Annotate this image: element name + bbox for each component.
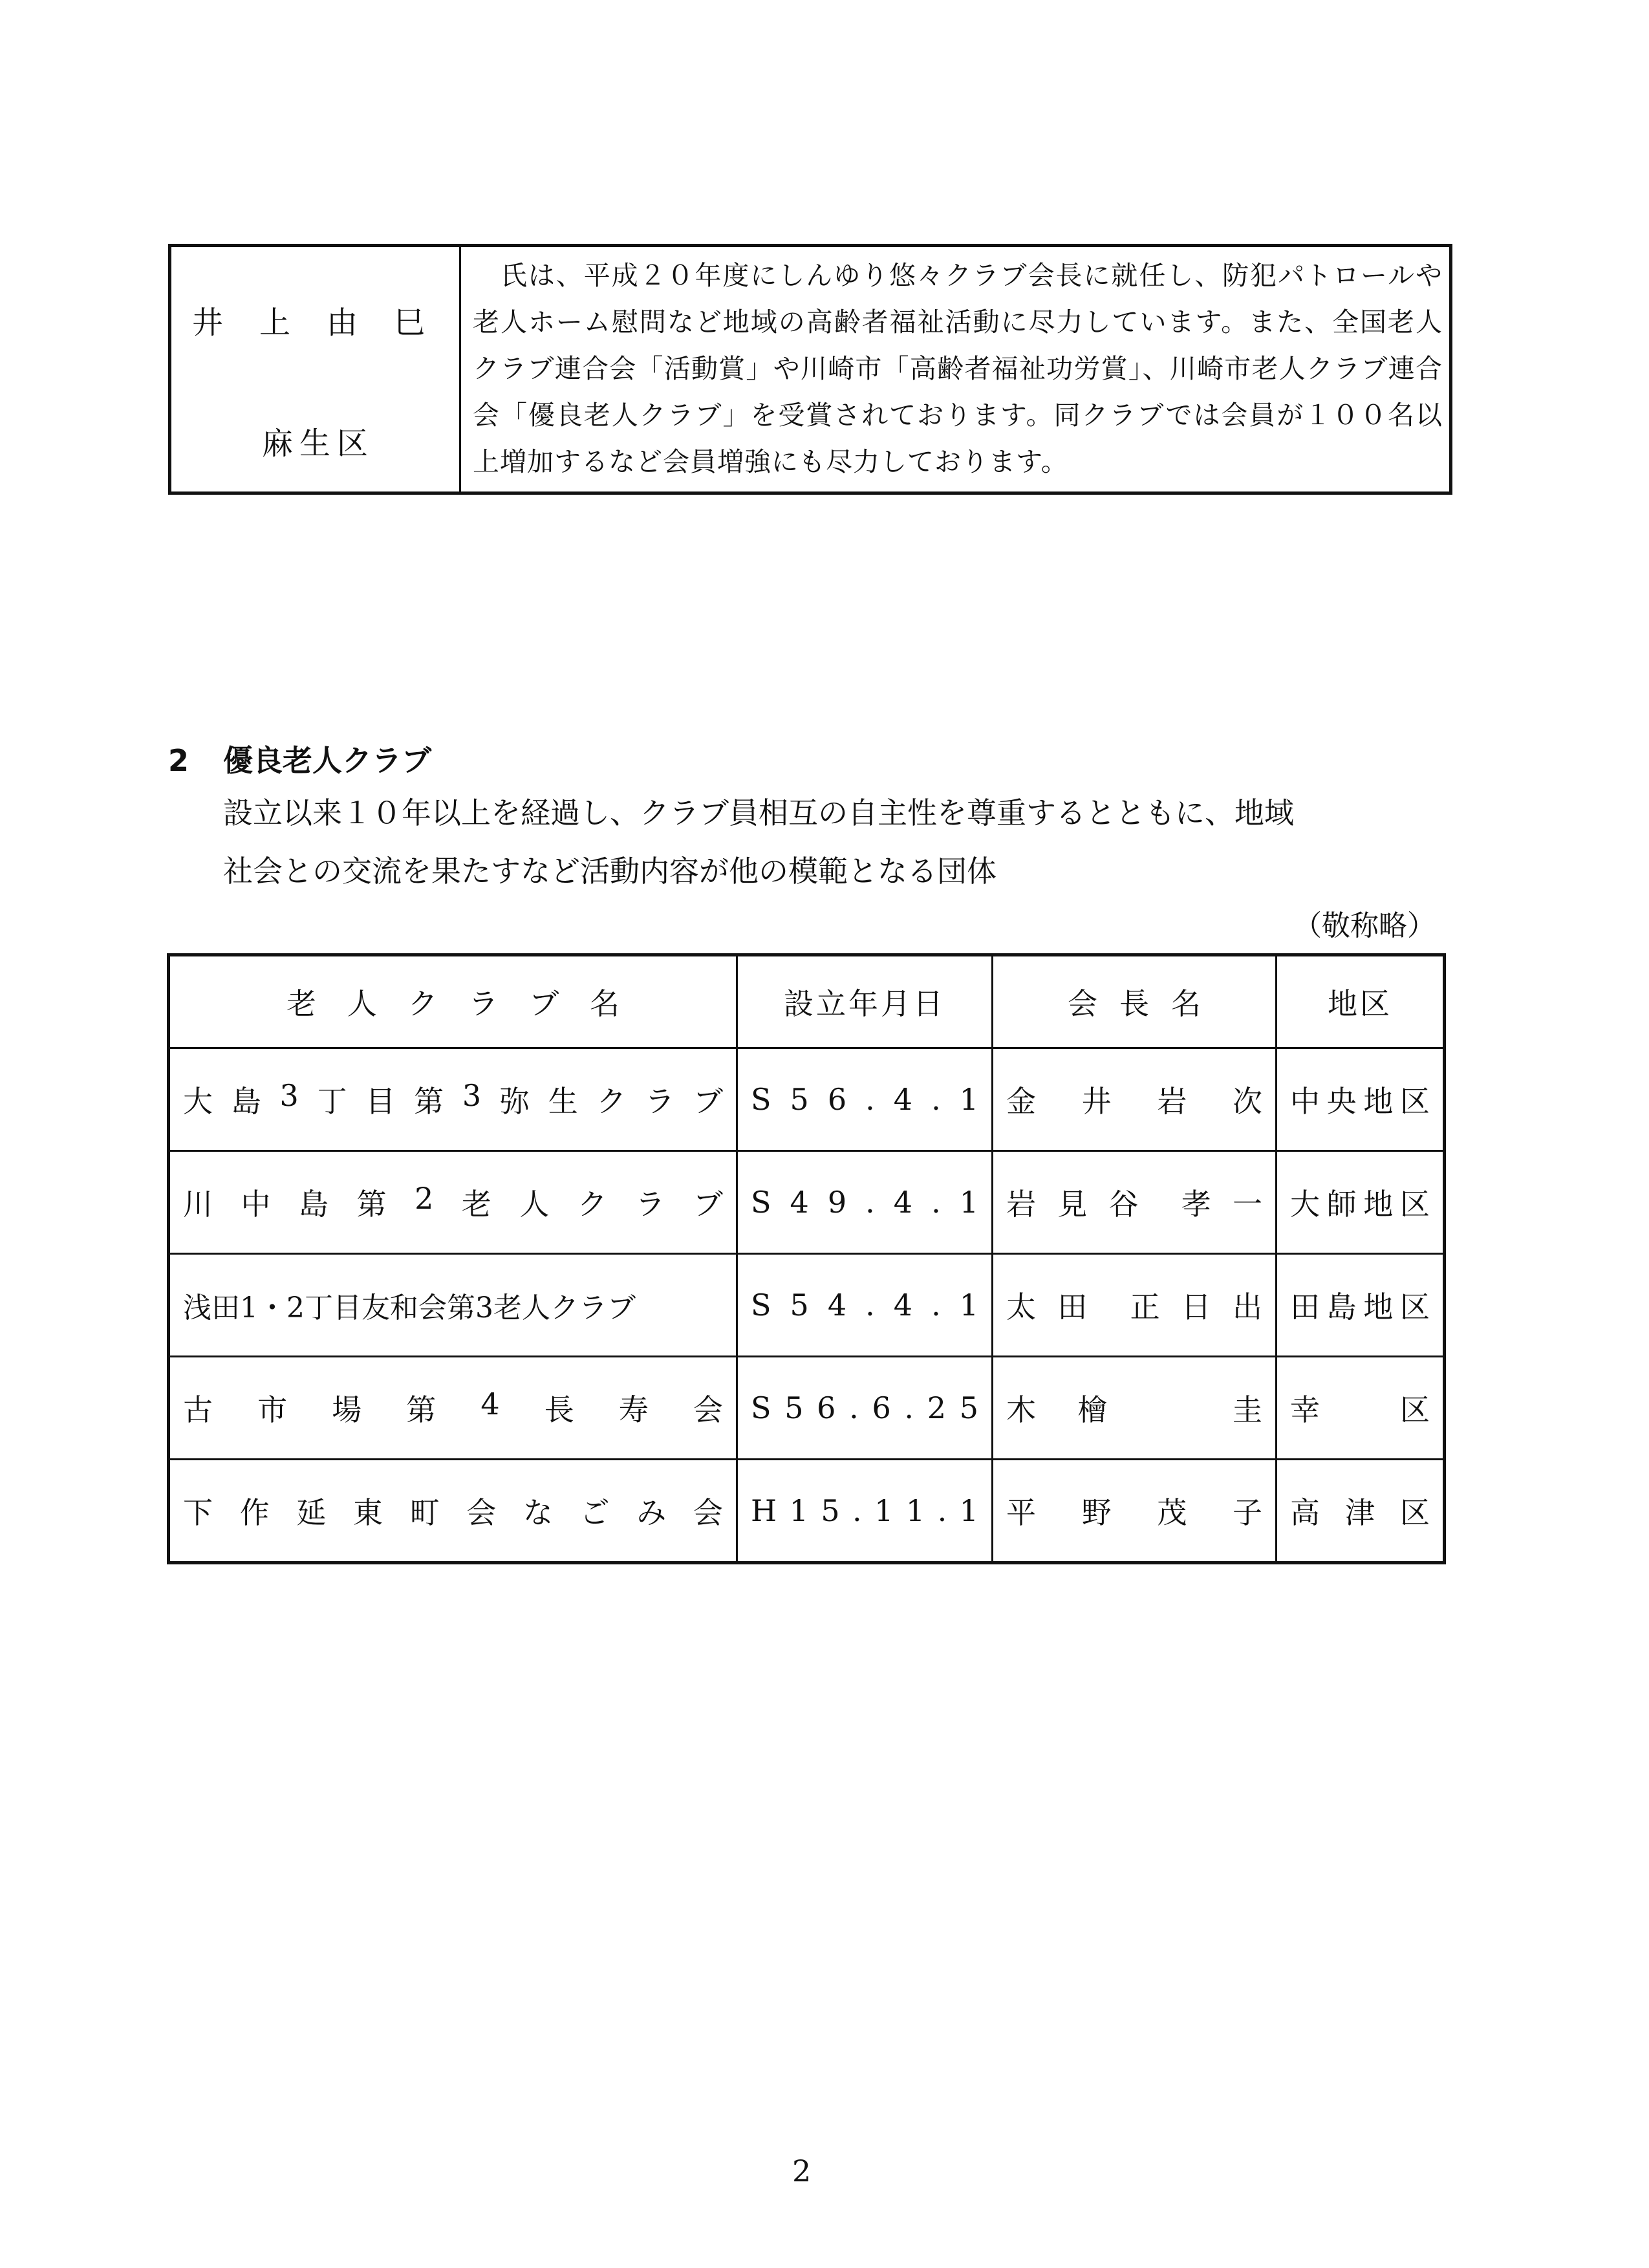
char: 師	[1326, 1187, 1357, 1222]
char: 1	[959, 1288, 978, 1323]
name-char: 巳	[393, 305, 425, 341]
char: 5	[790, 1082, 809, 1117]
honorific-note: （敬称略）	[1293, 909, 1436, 942]
char: ブ	[693, 1084, 723, 1119]
president-cell	[993, 1048, 1277, 1151]
char: 正	[1130, 1290, 1160, 1324]
char: 中	[1290, 1084, 1320, 1119]
recipient-name	[192, 297, 425, 342]
header-district: 地区	[1277, 955, 1445, 1048]
table-row	[169, 1357, 1445, 1460]
char: 4	[480, 1387, 500, 1421]
char: 岩	[1006, 1187, 1036, 1222]
char: 大	[183, 1084, 213, 1119]
section-heading	[168, 737, 431, 780]
char: 目	[365, 1084, 396, 1119]
award-recipient-cell	[171, 247, 461, 491]
date-cell	[737, 1357, 993, 1460]
char: ご	[579, 1495, 610, 1530]
char: 区	[1399, 1084, 1430, 1119]
section-description-line: 社会との交流を果たすなど活動内容が他の模範となる団体	[223, 854, 997, 889]
char: 町	[409, 1495, 440, 1530]
char: .	[852, 1493, 862, 1528]
header-char: 老	[286, 986, 316, 1021]
char: 第	[356, 1187, 387, 1222]
header-char: ク	[407, 986, 438, 1021]
table-row	[169, 1254, 1445, 1357]
award-description: 氏は、平成２０年度にしんゆり悠々クラブ会長に就任し、防犯パトロールや老人ホーム慰問など地域の高齢者福祉活動に尽力しています。また、全国老人クラブ連合会「活動賞」や川崎市「高齢者福祉功労賞」、川崎市老人クラブ連合会「優良老人クラブ」を受賞されております。同クラブでは会員が１００名以上増加するなど会員増強にも尽力しております。	[473, 260, 1443, 477]
header-president	[993, 955, 1277, 1048]
district-cell	[1277, 1048, 1445, 1151]
char: 一	[1232, 1187, 1262, 1222]
char: 1	[905, 1493, 925, 1528]
char: S	[751, 1082, 771, 1117]
char: 田	[1057, 1290, 1088, 1324]
char: 4	[827, 1288, 847, 1323]
char: 3	[462, 1078, 482, 1113]
char: .	[931, 1185, 941, 1220]
char: .	[865, 1185, 875, 1220]
char: 作	[239, 1495, 270, 1530]
header-char: 名	[589, 986, 620, 1021]
club-name-cell	[169, 1151, 737, 1254]
char: .	[931, 1082, 941, 1117]
char: 老	[461, 1187, 491, 1222]
date-cell	[737, 1460, 993, 1563]
district-cell	[1277, 1460, 1445, 1563]
char: 6	[827, 1082, 847, 1117]
char: 2	[927, 1390, 947, 1425]
char: な	[523, 1495, 553, 1530]
char: 平	[1006, 1495, 1036, 1530]
char: 市	[257, 1392, 288, 1427]
club-table	[167, 953, 1446, 1564]
char: 高	[1290, 1495, 1320, 1530]
char: S	[751, 1390, 771, 1425]
char: 区	[1400, 1392, 1430, 1427]
name-char: 上	[259, 305, 290, 341]
char: 圭	[1233, 1392, 1262, 1427]
club-name-cell	[169, 1357, 737, 1460]
char: 5	[784, 1390, 804, 1425]
recipient-ward: 麻生区	[262, 426, 375, 462]
char: 会	[693, 1392, 723, 1427]
char: 地	[1363, 1084, 1394, 1119]
char: 場	[332, 1392, 362, 1427]
header-char: 名	[1171, 986, 1201, 1021]
name-char: 由	[326, 305, 358, 341]
char: 川	[183, 1187, 213, 1222]
char: 第	[414, 1084, 444, 1119]
award-description-cell	[461, 247, 1449, 491]
char: 茂	[1157, 1495, 1187, 1530]
char: 中	[241, 1187, 271, 1222]
header-char: 人	[347, 986, 377, 1021]
char: 1	[874, 1493, 894, 1528]
char: 5	[790, 1288, 809, 1323]
char: .	[931, 1288, 941, 1323]
char: .	[865, 1082, 875, 1117]
char: 会	[693, 1495, 723, 1530]
date-cell	[737, 1254, 993, 1357]
char: 6	[817, 1390, 836, 1425]
table-row	[169, 1460, 1445, 1563]
header-established: 設立年月日	[737, 955, 993, 1048]
char: 4	[893, 1288, 913, 1323]
table-header-row	[169, 955, 1445, 1048]
char: 4	[790, 1185, 809, 1220]
section-description	[223, 784, 1452, 900]
char: 井	[1081, 1084, 1112, 1119]
char: S	[751, 1185, 771, 1220]
char: 1	[959, 1493, 978, 1528]
char: 生	[548, 1084, 578, 1119]
char: 孝	[1181, 1187, 1211, 1222]
char: 9	[827, 1185, 847, 1220]
char: 島	[299, 1187, 329, 1222]
char: 金	[1006, 1084, 1036, 1119]
char: 幸	[1290, 1392, 1320, 1427]
district-cell	[1277, 1357, 1445, 1460]
header-club-name	[169, 955, 737, 1048]
section-number: 2	[168, 743, 189, 778]
char: 木	[1006, 1392, 1036, 1427]
char: 6	[872, 1390, 891, 1425]
char: 島	[231, 1084, 261, 1119]
header-char: ブ	[529, 986, 559, 1021]
club-name-cell: 浅田1・2丁目友和会第3老人クラブ	[169, 1254, 737, 1357]
district-cell	[1277, 1254, 1445, 1357]
char: 島	[1326, 1290, 1357, 1324]
char: 5	[959, 1390, 978, 1425]
char: 4	[893, 1185, 913, 1220]
char: H	[751, 1493, 777, 1528]
section-title: 優良老人クラブ	[223, 743, 431, 778]
char: 次	[1232, 1084, 1262, 1119]
header-char: 会	[1068, 986, 1097, 1021]
award-table	[168, 244, 1452, 495]
char: ラ	[645, 1084, 675, 1119]
header-char: 長	[1119, 986, 1149, 1021]
president-cell	[993, 1357, 1277, 1460]
char: 出	[1232, 1290, 1262, 1324]
char: 野	[1081, 1495, 1112, 1530]
char: 4	[893, 1082, 913, 1117]
table-row	[169, 1048, 1445, 1151]
name-char: 井	[192, 305, 224, 341]
char: 寿	[618, 1392, 649, 1427]
char: み	[636, 1495, 667, 1530]
char: 第	[406, 1392, 436, 1427]
char: 太	[1006, 1290, 1036, 1324]
char: 延	[296, 1495, 327, 1530]
char: 古	[183, 1392, 213, 1427]
header-char: ラ	[468, 986, 499, 1021]
club-name-cell	[169, 1048, 737, 1151]
char: ラ	[635, 1187, 665, 1222]
section-description-line: 設立以来１０年以上を経過し、クラブ員相互の自主性を尊重するとともに、地域	[223, 795, 1294, 830]
char: 区	[1399, 1187, 1430, 1222]
date-cell	[737, 1048, 993, 1151]
char: 東	[352, 1495, 383, 1530]
char: 1	[959, 1082, 978, 1117]
president-cell	[993, 1254, 1277, 1357]
char: 谷	[1108, 1187, 1139, 1222]
char: 見	[1057, 1187, 1088, 1222]
district-cell	[1277, 1151, 1445, 1254]
char: .	[937, 1493, 947, 1528]
char: 大	[1290, 1187, 1320, 1222]
president-cell	[993, 1460, 1277, 1563]
char: 弥	[499, 1084, 530, 1119]
char: 田	[1290, 1290, 1320, 1324]
char: 2	[415, 1181, 434, 1216]
char: 地	[1363, 1187, 1394, 1222]
president-cell	[993, 1151, 1277, 1254]
char: 区	[1400, 1495, 1430, 1530]
char: ク	[577, 1187, 607, 1222]
table-row	[169, 1151, 1445, 1254]
char: .	[865, 1288, 875, 1323]
char: 丁	[317, 1084, 347, 1119]
char: ク	[596, 1084, 627, 1119]
date-cell	[737, 1151, 993, 1254]
char: 地	[1363, 1290, 1394, 1324]
char: 央	[1326, 1084, 1357, 1119]
char: 3	[279, 1078, 299, 1113]
club-name-cell	[169, 1460, 737, 1563]
char: 1	[959, 1185, 978, 1220]
char: 津	[1345, 1495, 1375, 1530]
char: 会	[466, 1495, 497, 1530]
char: 檜	[1077, 1392, 1108, 1427]
char: 下	[183, 1495, 213, 1530]
char: 1	[789, 1493, 808, 1528]
char: 人	[519, 1187, 550, 1222]
char: .	[904, 1390, 914, 1425]
char: 日	[1181, 1290, 1211, 1324]
char: ブ	[693, 1187, 723, 1222]
char: 区	[1399, 1290, 1430, 1324]
char: 子	[1232, 1495, 1262, 1530]
char: .	[849, 1390, 859, 1425]
char: 長	[544, 1392, 574, 1427]
char: S	[751, 1288, 771, 1323]
page-number: 2	[792, 2154, 812, 2188]
char: 岩	[1157, 1084, 1187, 1119]
char: 5	[821, 1493, 840, 1528]
